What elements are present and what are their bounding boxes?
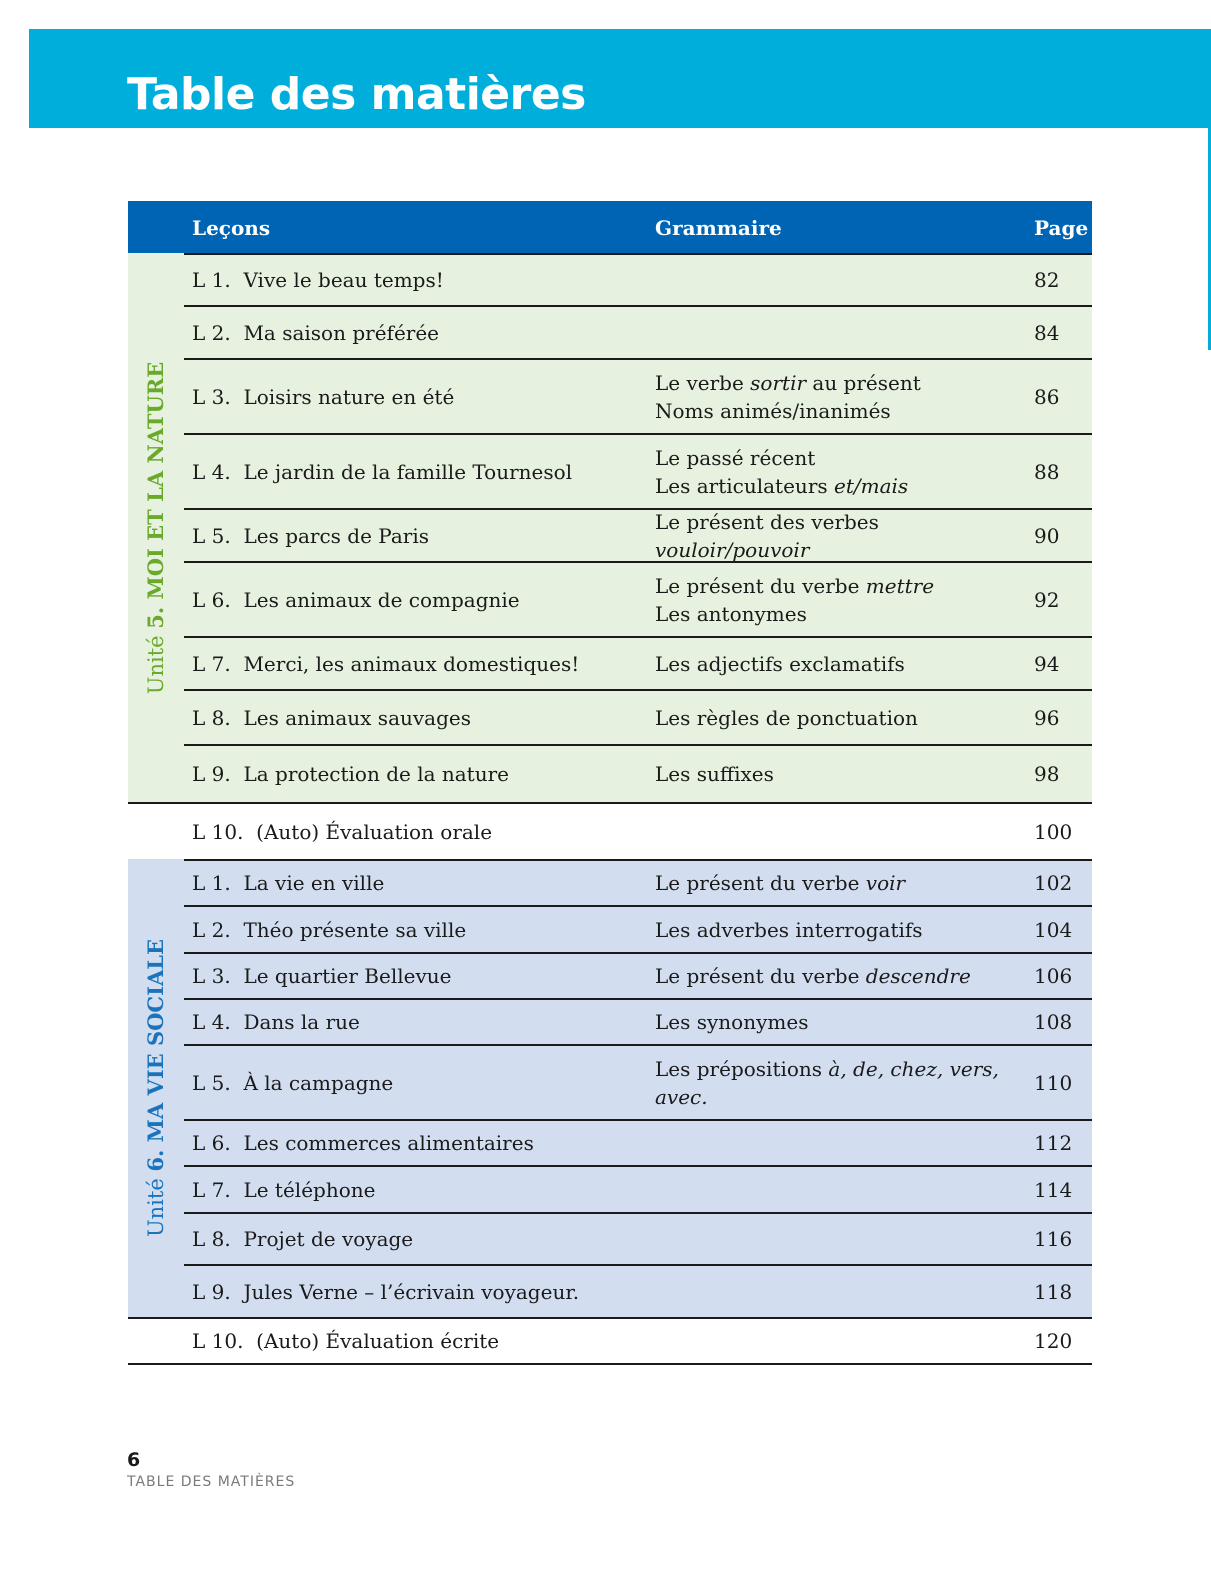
page-number: 112 [1034,1131,1073,1155]
table-of-contents [128,201,1092,1365]
lesson-number: L 1. [192,871,231,895]
grammar-line [655,397,1025,425]
lesson-row [184,358,1092,433]
footer-page-number: 6 [127,1449,141,1471]
lesson-name: Les commerces alimentaires [243,1131,534,1155]
lesson-number: L 8. [192,705,231,730]
grammar-text: avec. [655,1084,708,1109]
grammar-text: Les antonymes [655,601,807,626]
lesson-row [184,744,1092,802]
lesson-row [184,1264,1092,1317]
grammar-topic [655,650,1025,678]
lesson-number: L 4. [192,1010,231,1034]
grammar-topic [655,760,1025,788]
lesson-number: L 3. [192,384,231,409]
lesson-name: À la campagne [243,1070,394,1095]
grammar-topic [655,508,1025,564]
grammar-text: Les adjectifs exclamatifs [655,651,905,676]
lesson-number: L 5. [192,1070,231,1095]
evaluation-row [128,802,1092,859]
lesson-number: L 6. [192,587,231,612]
unit-label-title: 5. MOI ET LA NATURE [143,361,169,629]
page-number: 94 [1034,651,1060,676]
grammar-topic [655,962,1025,990]
lesson-name: Le téléphone [243,1177,376,1202]
lesson-number: L 10. [192,1329,244,1353]
page-number: 120 [1034,1329,1073,1353]
lesson-name: Théo présente sa ville [243,917,467,942]
lesson-name: (Auto) Évaluation écrite [256,1329,500,1353]
lesson-number: L 1. [192,268,231,292]
lesson-row [184,1212,1092,1264]
lesson-name: Projet de voyage [243,1227,414,1251]
grammar-topic [655,1008,1025,1036]
unit-label-text [144,361,168,693]
grammar-text: Les prépositions [655,1056,829,1081]
lesson-name: Le jardin de la famille Tournesol [243,459,573,484]
page-title: Table des matières [127,69,586,120]
lesson-title [192,918,466,942]
lesson-name: Les parcs de Paris [243,523,429,548]
header-lessons: Leçons [192,216,271,240]
grammar-topic [655,704,1025,732]
grammar-topic [655,572,1025,628]
lesson-title [192,1071,393,1095]
grammar-text: Les suffixes [655,762,774,786]
grammar-line [655,508,1025,564]
grammar-text: Le passé récent [655,445,816,470]
lesson-number: L 2. [192,917,231,942]
unit-label-prefix: Unité [144,1171,169,1238]
lesson-row [184,689,1092,744]
lesson-title [192,1010,360,1034]
page-number: 108 [1034,1010,1073,1034]
lesson-title [192,268,444,292]
page-number: 116 [1034,1227,1073,1251]
lesson-title [192,652,579,676]
grammar-text: Le verbe [655,370,751,395]
grammar-line [655,472,1025,500]
lesson-number: L 9. [192,1279,231,1304]
header-page: Page [1034,216,1089,240]
lesson-title [192,762,509,786]
lesson-title [192,964,451,988]
page-number: 118 [1034,1279,1073,1304]
lesson-name: Loisirs nature en été [243,384,455,409]
lesson-number: L 2. [192,320,231,345]
unit-label-prefix: Unité [144,628,169,694]
unit-label [128,253,184,802]
units-container [128,253,1092,1365]
page-number: 82 [1034,268,1060,292]
lesson-title [192,1227,413,1251]
lesson-title [192,1329,499,1353]
page-number: 114 [1034,1177,1073,1202]
page-number: 104 [1034,917,1073,942]
grammar-topic [655,369,1025,425]
lesson-number: L 3. [192,964,231,988]
unit-label-text [144,939,168,1237]
lesson-name: Merci, les animaux domestiques! [243,651,580,676]
lesson-title [192,321,439,345]
grammar-text: voir [865,871,906,895]
lesson-name: La vie en ville [243,871,385,895]
grammar-line [655,916,1025,944]
lesson-title [192,1178,375,1202]
lesson-number: L 5. [192,523,231,548]
lesson-name: (Auto) Évaluation orale [256,819,493,844]
lesson-row [184,952,1092,998]
lesson-row [184,1044,1092,1119]
lesson-number: L 7. [192,1177,231,1202]
grammar-text: Les règles de ponctuation [655,705,918,730]
lesson-row [184,253,1092,305]
unit-section [128,253,1092,802]
lesson-title [192,1131,534,1155]
grammar-line [655,1008,1025,1036]
grammar-line [655,600,1025,628]
grammar-text: et/mais [834,473,909,498]
lesson-row [184,433,1092,508]
grammar-text: Le présent du verbe [655,573,866,598]
grammar-text: mettre [865,573,935,598]
lesson-number: L 7. [192,651,231,676]
lesson-row [184,1119,1092,1165]
page-number: 96 [1034,705,1060,730]
grammar-text: à, de, chez, vers, [828,1056,999,1081]
lesson-row [184,859,1092,905]
lesson-title [192,871,384,895]
lesson-number: L 4. [192,459,231,484]
lesson-name: Les animaux sauvages [243,705,471,730]
page-number: 102 [1034,871,1073,895]
grammar-topic [655,1055,1025,1111]
page-number: 84 [1034,320,1060,345]
lesson-name: Jules Verne – l’écrivain voyageur. [243,1279,580,1304]
grammar-line [655,1055,1025,1083]
page-number: 86 [1034,384,1060,409]
page-number: 88 [1034,459,1060,484]
grammar-text: sortir [750,370,807,395]
lesson-row [184,636,1092,689]
grammar-text: descendre [865,964,971,988]
lesson-title [192,460,572,484]
grammar-text: Le présent du verbe [655,964,866,988]
lesson-row [184,905,1092,952]
lesson-title [192,588,520,612]
page-number: 106 [1034,964,1073,988]
lesson-name: La protection de la nature [243,762,509,786]
lesson-row [184,305,1092,358]
unit-section [128,859,1092,1317]
lesson-number: L 9. [192,762,231,786]
grammar-line [655,760,1025,788]
grammar-line [655,444,1025,472]
grammar-line [655,650,1025,678]
lesson-number: L 8. [192,1227,231,1251]
grammar-line [655,869,1025,897]
grammar-text: Les articulateurs [655,473,834,498]
grammar-topic [655,869,1025,897]
grammar-line [655,1083,1025,1111]
lesson-name: Le quartier Bellevue [243,964,452,988]
unit-label-title: 6. MA VIE SOCIALE [143,938,169,1172]
grammar-topic [655,444,1025,500]
grammar-text: vouloir/pouvoir [655,537,810,562]
evaluation-row [128,1317,1092,1365]
lesson-row [184,561,1092,636]
lesson-row [184,508,1092,561]
lesson-name: Les animaux de compagnie [243,587,520,612]
lesson-row [184,998,1092,1044]
grammar-text: Le présent des verbes [655,509,879,534]
unit-label [128,859,184,1317]
grammar-text: Les adverbes interrogatifs [655,917,923,942]
lesson-title [192,524,429,548]
lesson-title [192,706,471,730]
grammar-line [655,962,1025,990]
grammar-line [655,572,1025,600]
grammar-text: Le présent du verbe [655,871,866,895]
footer-section-label: TABLE DES MATIÈRES [127,1474,296,1490]
lesson-title [192,1280,579,1304]
grammar-topic [655,916,1025,944]
page-number: 110 [1034,1070,1073,1095]
lesson-name: Ma saison préférée [243,320,440,345]
lesson-row [184,1165,1092,1212]
page-number: 98 [1034,762,1060,786]
lesson-title [192,385,454,409]
page-number: 90 [1034,523,1060,548]
title-banner [29,29,1211,128]
grammar-text: au présent [806,370,921,395]
lesson-number: L 10. [192,819,244,844]
lesson-number: L 6. [192,1131,231,1155]
lesson-name: Vive le beau temps! [243,268,444,292]
table-header [128,201,1092,253]
grammar-text: Noms animés/inanimés [655,398,891,423]
grammar-line [655,704,1025,732]
grammar-line [655,369,1025,397]
page-number: 92 [1034,587,1060,612]
grammar-text: Les synonymes [655,1010,809,1034]
lesson-name: Dans la rue [243,1010,360,1034]
page-number: 100 [1034,819,1073,844]
lesson-title [192,820,492,844]
header-grammar: Grammaire [655,216,782,240]
